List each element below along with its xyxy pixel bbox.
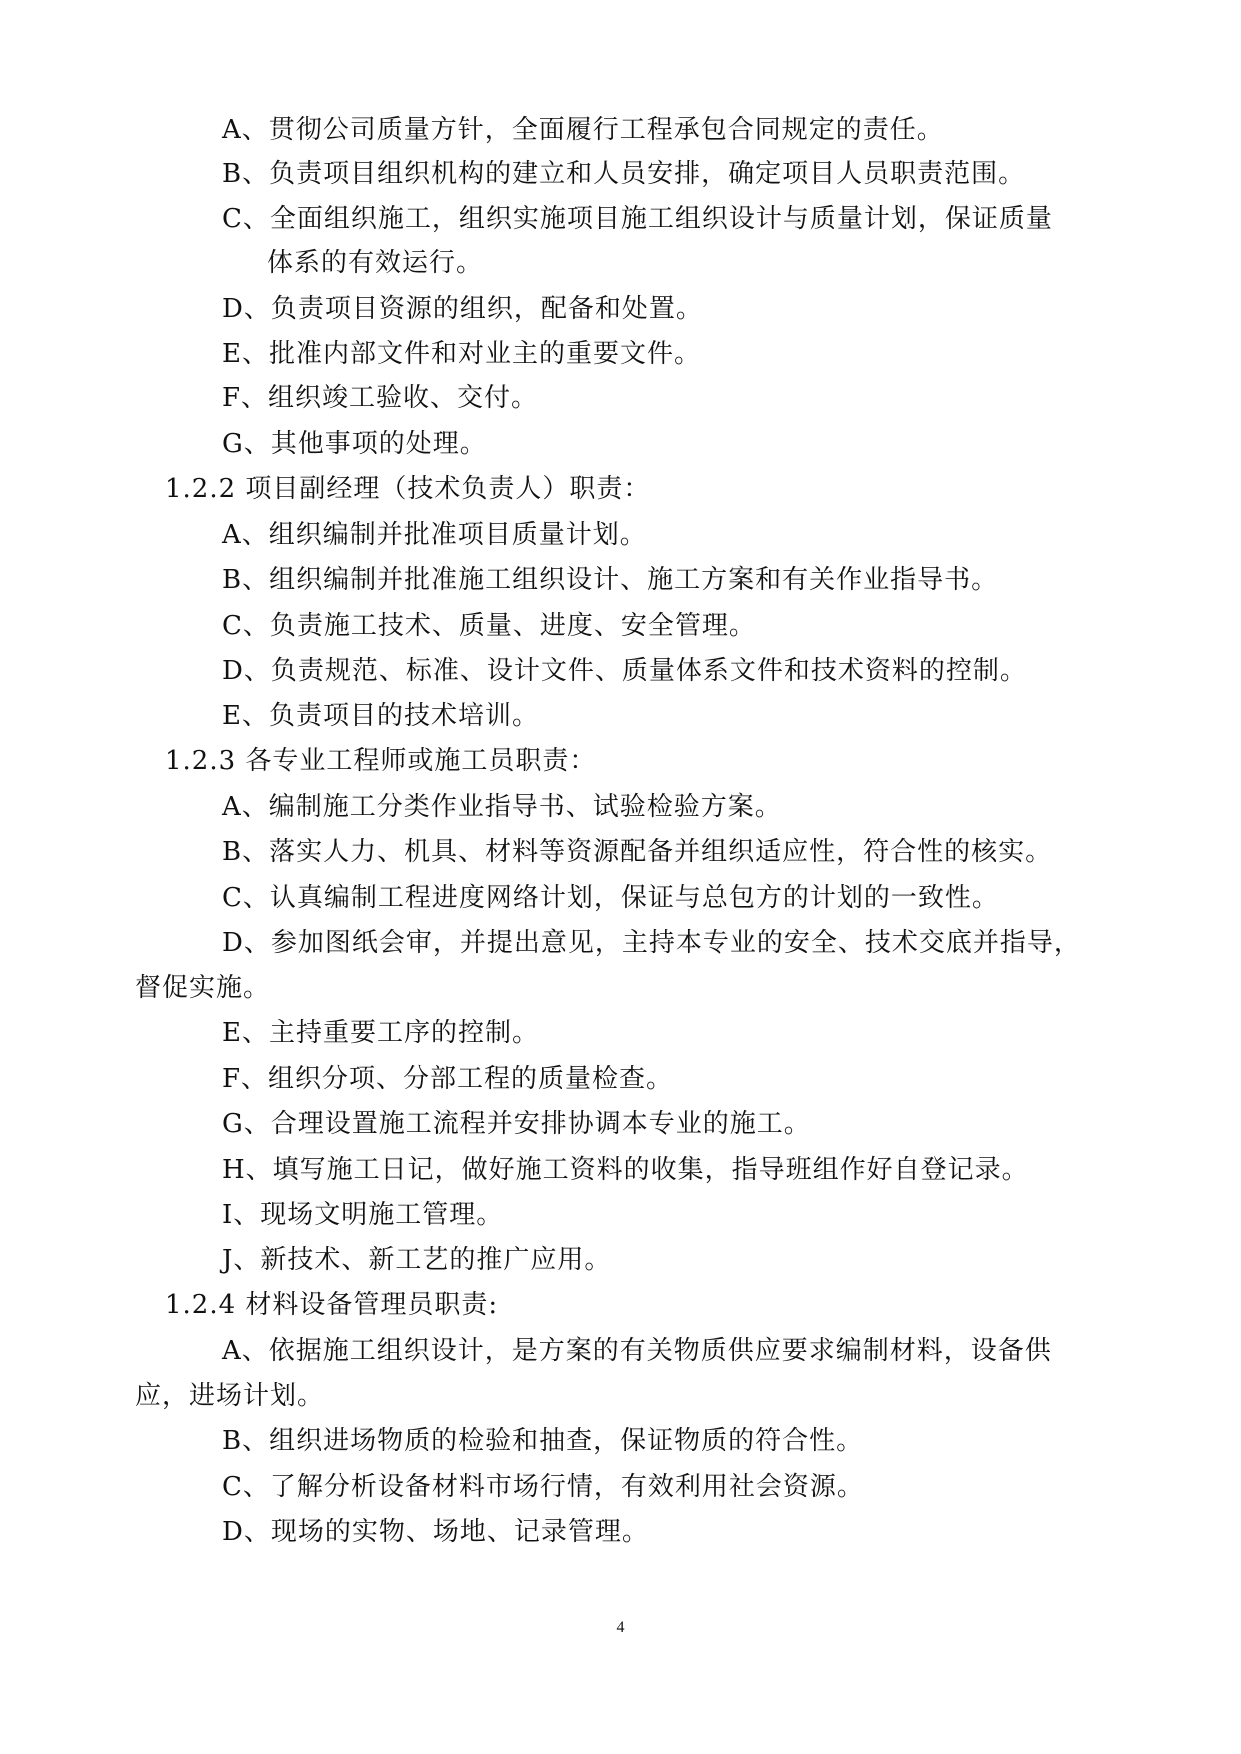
text-line: E、负责项目的技术培训。 — [222, 701, 539, 731]
text-line: D、现场的实物、场地、记录管理。 — [222, 1517, 649, 1547]
text-line: C、负责施工技术、质量、进度、安全管理。 — [222, 611, 756, 641]
text-line: G、其他事项的处理。 — [222, 429, 487, 459]
text-line: C、认真编制工程进度网络计划，保证与总包方的计划的一致性。 — [222, 883, 999, 913]
section-heading: 1.2.3 各专业工程师或施工员职责： — [165, 746, 597, 776]
text-line: D、负责项目资源的组织，配备和处置。 — [222, 294, 703, 324]
text-line: E、批准内部文件和对业主的重要文件。 — [222, 339, 701, 369]
section-heading: 1.2.2 项目副经理（技术负责人）职责： — [165, 474, 651, 504]
text-line: D、参加图纸会审，并提出意见，主持本专业的安全、技术交底并指导， — [222, 928, 1081, 958]
text-line: G、合理设置施工流程并安排协调本专业的施工。 — [222, 1109, 811, 1139]
text-line: E、主持重要工序的控制。 — [222, 1018, 539, 1048]
section-heading: 1.2.4 材料设备管理员职责: — [165, 1290, 499, 1320]
text-line: A、组织编制并批准项目质量计划。 — [222, 520, 647, 550]
text-line: 应，进场计划。 — [135, 1381, 325, 1411]
text-line: I、现场文明施工管理。 — [222, 1200, 504, 1230]
text-line: B、组织进场物质的检验和抽查，保证物质的符合性。 — [222, 1426, 864, 1456]
text-line: A、依据施工组织设计，是方案的有关物质供应要求编制材料，设备供 — [222, 1336, 1052, 1366]
text-line: J、新技术、新工艺的推广应用。 — [222, 1245, 612, 1275]
page-number: 4 — [616, 1619, 625, 1636]
text-line: C、全面组织施工，组织实施项目施工组织设计与质量计划，保证质量 — [222, 204, 1053, 234]
text-line: 督促实施。 — [135, 973, 271, 1003]
text-line: A、贯彻公司质量方针，全面履行工程承包合同规定的责任。 — [222, 115, 944, 145]
text-line: F、组织竣工验收、交付。 — [222, 383, 539, 413]
text-line: B、落实人力、机具、材料等资源配备并组织适应性，符合性的核实。 — [222, 837, 1053, 867]
text-line: H、填写施工日记，做好施工资料的收集，指导班组作好自登记录。 — [222, 1155, 1029, 1185]
text-line: 体系的有效运行。 — [267, 248, 484, 278]
text-line: C、了解分析设备材料市场行情，有效利用社会资源。 — [222, 1472, 864, 1502]
text-line: B、负责项目组织机构的建立和人员安排，确定项目人员职责范围。 — [222, 159, 1026, 189]
text-line: F、组织分项、分部工程的质量检查。 — [222, 1064, 674, 1094]
text-line: A、编制施工分类作业指导书、试验检验方案。 — [222, 792, 782, 822]
text-line: B、组织编制并批准施工组织设计、施工方案和有关作业指导书。 — [222, 565, 999, 595]
text-line: D、负责规范、标准、设计文件、质量体系文件和技术资料的控制。 — [222, 656, 1027, 686]
